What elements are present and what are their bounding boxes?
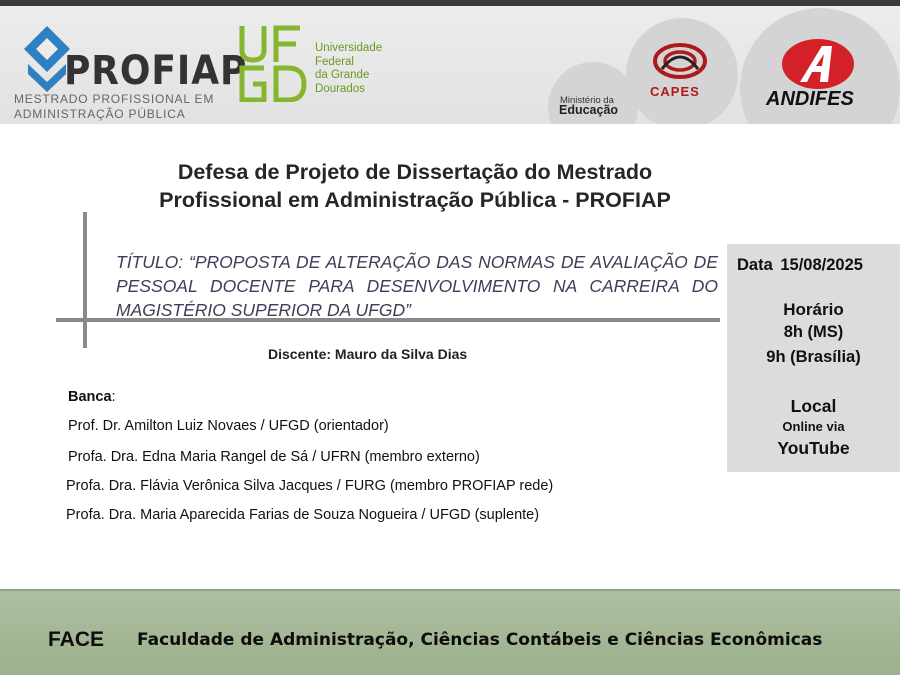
committee-label: Banca: [68, 389, 112, 405]
decorative-vertical-line: [83, 212, 87, 348]
page-title-line2: Profissional em Administração Pública - PROFIAP: [159, 188, 671, 212]
logo-header: [0, 6, 900, 124]
footer-faculty-name: Faculdade de Administração, Ciências Contábeis e Ciências Econômicas: [137, 630, 823, 650]
ufgd-name: [315, 42, 382, 96]
time-brasilia: 9h (Brasília): [766, 348, 861, 366]
committee-member: Profa. Dra. Flávia Verônica Silva Jacques / FURG (membro PROFIAP rede): [66, 478, 554, 494]
page-title-line1: Defesa de Projeto de Dissertação do Mestrado: [177, 160, 653, 184]
committee-member: Profa. Dra. Edna Maria Rangel de Sá / UFRN (membro externo): [68, 449, 480, 465]
thesis-title: TÍTULO: “PROPOSTA DE ALTERAÇÃO DAS NORMAS DE AVALIAÇÃO DE PESSOAL DOCENTE PARA DESENVOLVIMENTO NA CARREIRA DO MAGISTÉRIO SUPERIOR DA UFGD”: [116, 252, 718, 320]
mec-label-line2: Educação: [559, 103, 619, 117]
profiap-wordmark: PROFIAP: [64, 48, 248, 94]
footer-acronym: FACE: [48, 628, 105, 651]
mec-label-line1: Ministério da: [560, 95, 614, 106]
place-line1: Online via: [782, 419, 845, 434]
place-label: Local: [790, 396, 837, 416]
defense-date: Data 15/08/2025: [737, 256, 863, 274]
capes-wordmark: CAPES: [650, 84, 700, 99]
time-label: Horário: [783, 300, 844, 319]
ufgd-logo-icon: [238, 24, 310, 102]
student-name: Discente: Mauro da Silva Dias: [268, 346, 468, 362]
profiap-subtitle-line1: MESTRADO PROFISSIONAL EM: [14, 92, 215, 106]
ufgd-line1: Universidade: [315, 42, 383, 54]
committee-member: Prof. Dr. Amilton Luiz Novaes / UFGD (orientador): [68, 418, 389, 434]
page-title: [90, 158, 740, 214]
ufgd-line4: Dourados: [315, 82, 365, 95]
place-line2: YouTube: [777, 438, 850, 458]
time-ms: 8h (MS): [783, 323, 844, 341]
committee-heading: Banca:: [68, 389, 116, 405]
andifes-logo-icon: [780, 38, 856, 90]
ufgd-line3: da Grande: [315, 69, 370, 81]
andifes-wordmark: ANDIFES: [766, 88, 854, 110]
footer-banner: [0, 589, 900, 675]
capes-logo-icon: [652, 39, 708, 83]
profiap-subtitle-line2: ADMINISTRAÇÃO PÚBLICA: [14, 107, 186, 121]
ufgd-line2: Federal: [315, 55, 354, 68]
schedule-info-box: [727, 244, 900, 472]
committee-member: Profa. Dra. Maria Aparecida Farias de Souza Nogueira / UFGD (suplente): [66, 507, 540, 523]
